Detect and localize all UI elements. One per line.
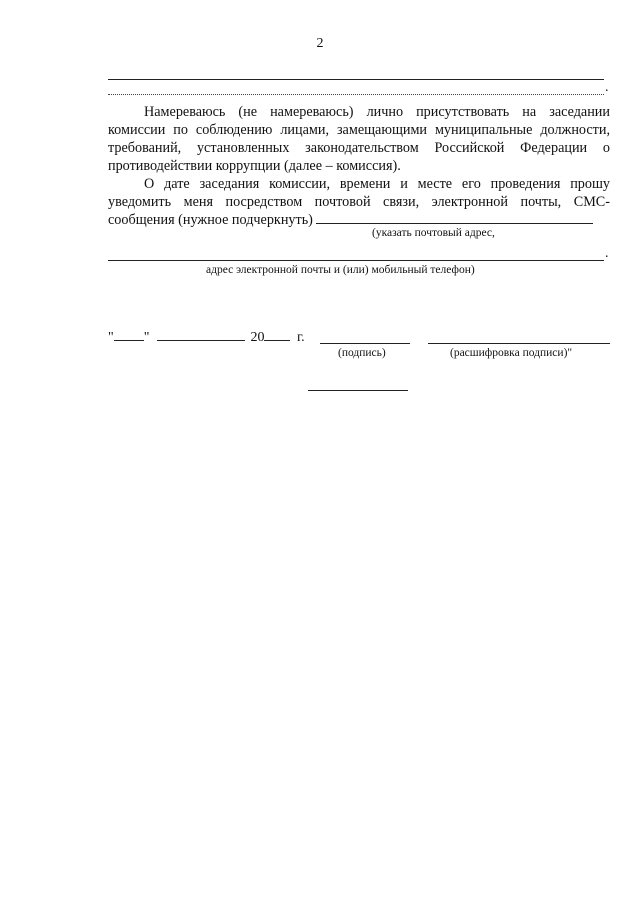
signature-decoding-caption: (расшифровка подписи)"	[450, 347, 573, 359]
fill-line-2-period: .	[605, 80, 609, 95]
signature-caption: (подпись)	[338, 347, 386, 359]
signature-decoding-line	[428, 343, 610, 344]
date-close-quote: "	[143, 330, 150, 345]
year-suffix: г.	[296, 330, 305, 345]
postal-address-caption: (указать почтовый адрес,	[372, 227, 495, 239]
closing-separator	[308, 390, 408, 391]
fill-line-2	[108, 94, 604, 95]
address-fill-line-period: .	[605, 246, 609, 261]
date-line	[108, 330, 305, 346]
year-field	[264, 330, 290, 341]
day-field	[114, 330, 144, 341]
notification-paragraph	[108, 175, 610, 229]
signature-line	[320, 343, 410, 344]
year-prefix: 20	[250, 330, 265, 345]
page-number: 2	[316, 36, 324, 51]
month-field	[157, 330, 245, 341]
address-fill-line	[108, 260, 604, 261]
notification-text: О дате заседания комиссии, времени и месте его проведения прошу уведомить меня посредством почтовой связи, электронной почты, СМС-сообщения (нужное подчеркнуть)	[108, 176, 610, 228]
email-phone-caption: адрес электронной почты и (или) мобильный телефон)	[206, 264, 475, 276]
fill-line-1	[108, 79, 604, 80]
notification-method-field	[316, 223, 593, 224]
date-open-quote: "	[108, 330, 114, 345]
attendance-paragraph: Намереваюсь (не намереваюсь) лично присутствовать на заседании комиссии по соблюдению лицами, замещающими муниципальные должности, требований, установленных законодательством Российской Федерации о противодействии коррупции (далее – комиссия).	[108, 104, 610, 174]
